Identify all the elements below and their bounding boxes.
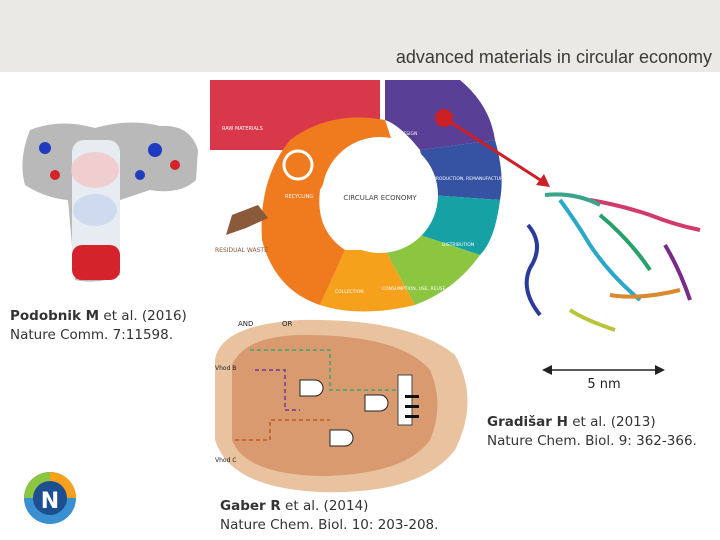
citation-authors: Gradišar H: [487, 414, 568, 430]
segment-label-consumption: CONSUMPTION, USE, REUSE, REPAIR: [382, 287, 465, 292]
citation-authors: Podobnik M: [10, 308, 100, 324]
logic-circuit-image: [215, 320, 468, 492]
svg-text:N: N: [40, 489, 60, 514]
citation-journal: Nature Chem. Biol. 10: 203-208.: [220, 517, 439, 533]
circular-economy-diagram: [210, 80, 512, 312]
residual-label: RESIDUAL WASTE: [215, 247, 268, 254]
citation-authors: Gaber R: [220, 498, 281, 514]
slide-title: advanced materials in circular economy: [395, 47, 712, 67]
protein-cage-image: [527, 194, 700, 330]
citation-gaber: [220, 497, 438, 535]
center-label: CIRCULAR ECONOMY: [343, 194, 417, 202]
scale-bar: [542, 365, 665, 392]
pore-protein-image: [22, 122, 198, 281]
citation-year: et al. (2013): [567, 414, 656, 430]
citation-gradisar: [487, 413, 697, 451]
segment-label-recycling: RECYCLING: [285, 194, 314, 200]
segment-label-distribution: DISTRIBUTION: [442, 243, 475, 248]
input-c-label: Vhod C: [215, 457, 237, 464]
citation-journal: Nature Chem. Biol. 9: 362-366.: [487, 433, 697, 449]
citation-year: et al. (2014): [280, 498, 369, 514]
citation-year: et al. (2016): [99, 308, 187, 324]
or-label: OR: [282, 320, 293, 328]
segment-label-raw: RAW MATERIALS: [222, 126, 263, 132]
scale-label: 5 nm: [587, 377, 621, 392]
segment-label-collection: COLLECTION: [335, 290, 364, 295]
segment-label-production: PRODUCTION, REMANUFACTURING: [433, 177, 512, 182]
input-b-label: Vhod B: [215, 365, 237, 372]
institute-logo: [24, 472, 76, 524]
citation-podobnik: [10, 307, 187, 345]
citation-journal: Nature Comm. 7:11598.: [10, 327, 174, 343]
segment-label-design: DESIGN: [400, 132, 418, 137]
and-label: AND: [238, 320, 254, 328]
